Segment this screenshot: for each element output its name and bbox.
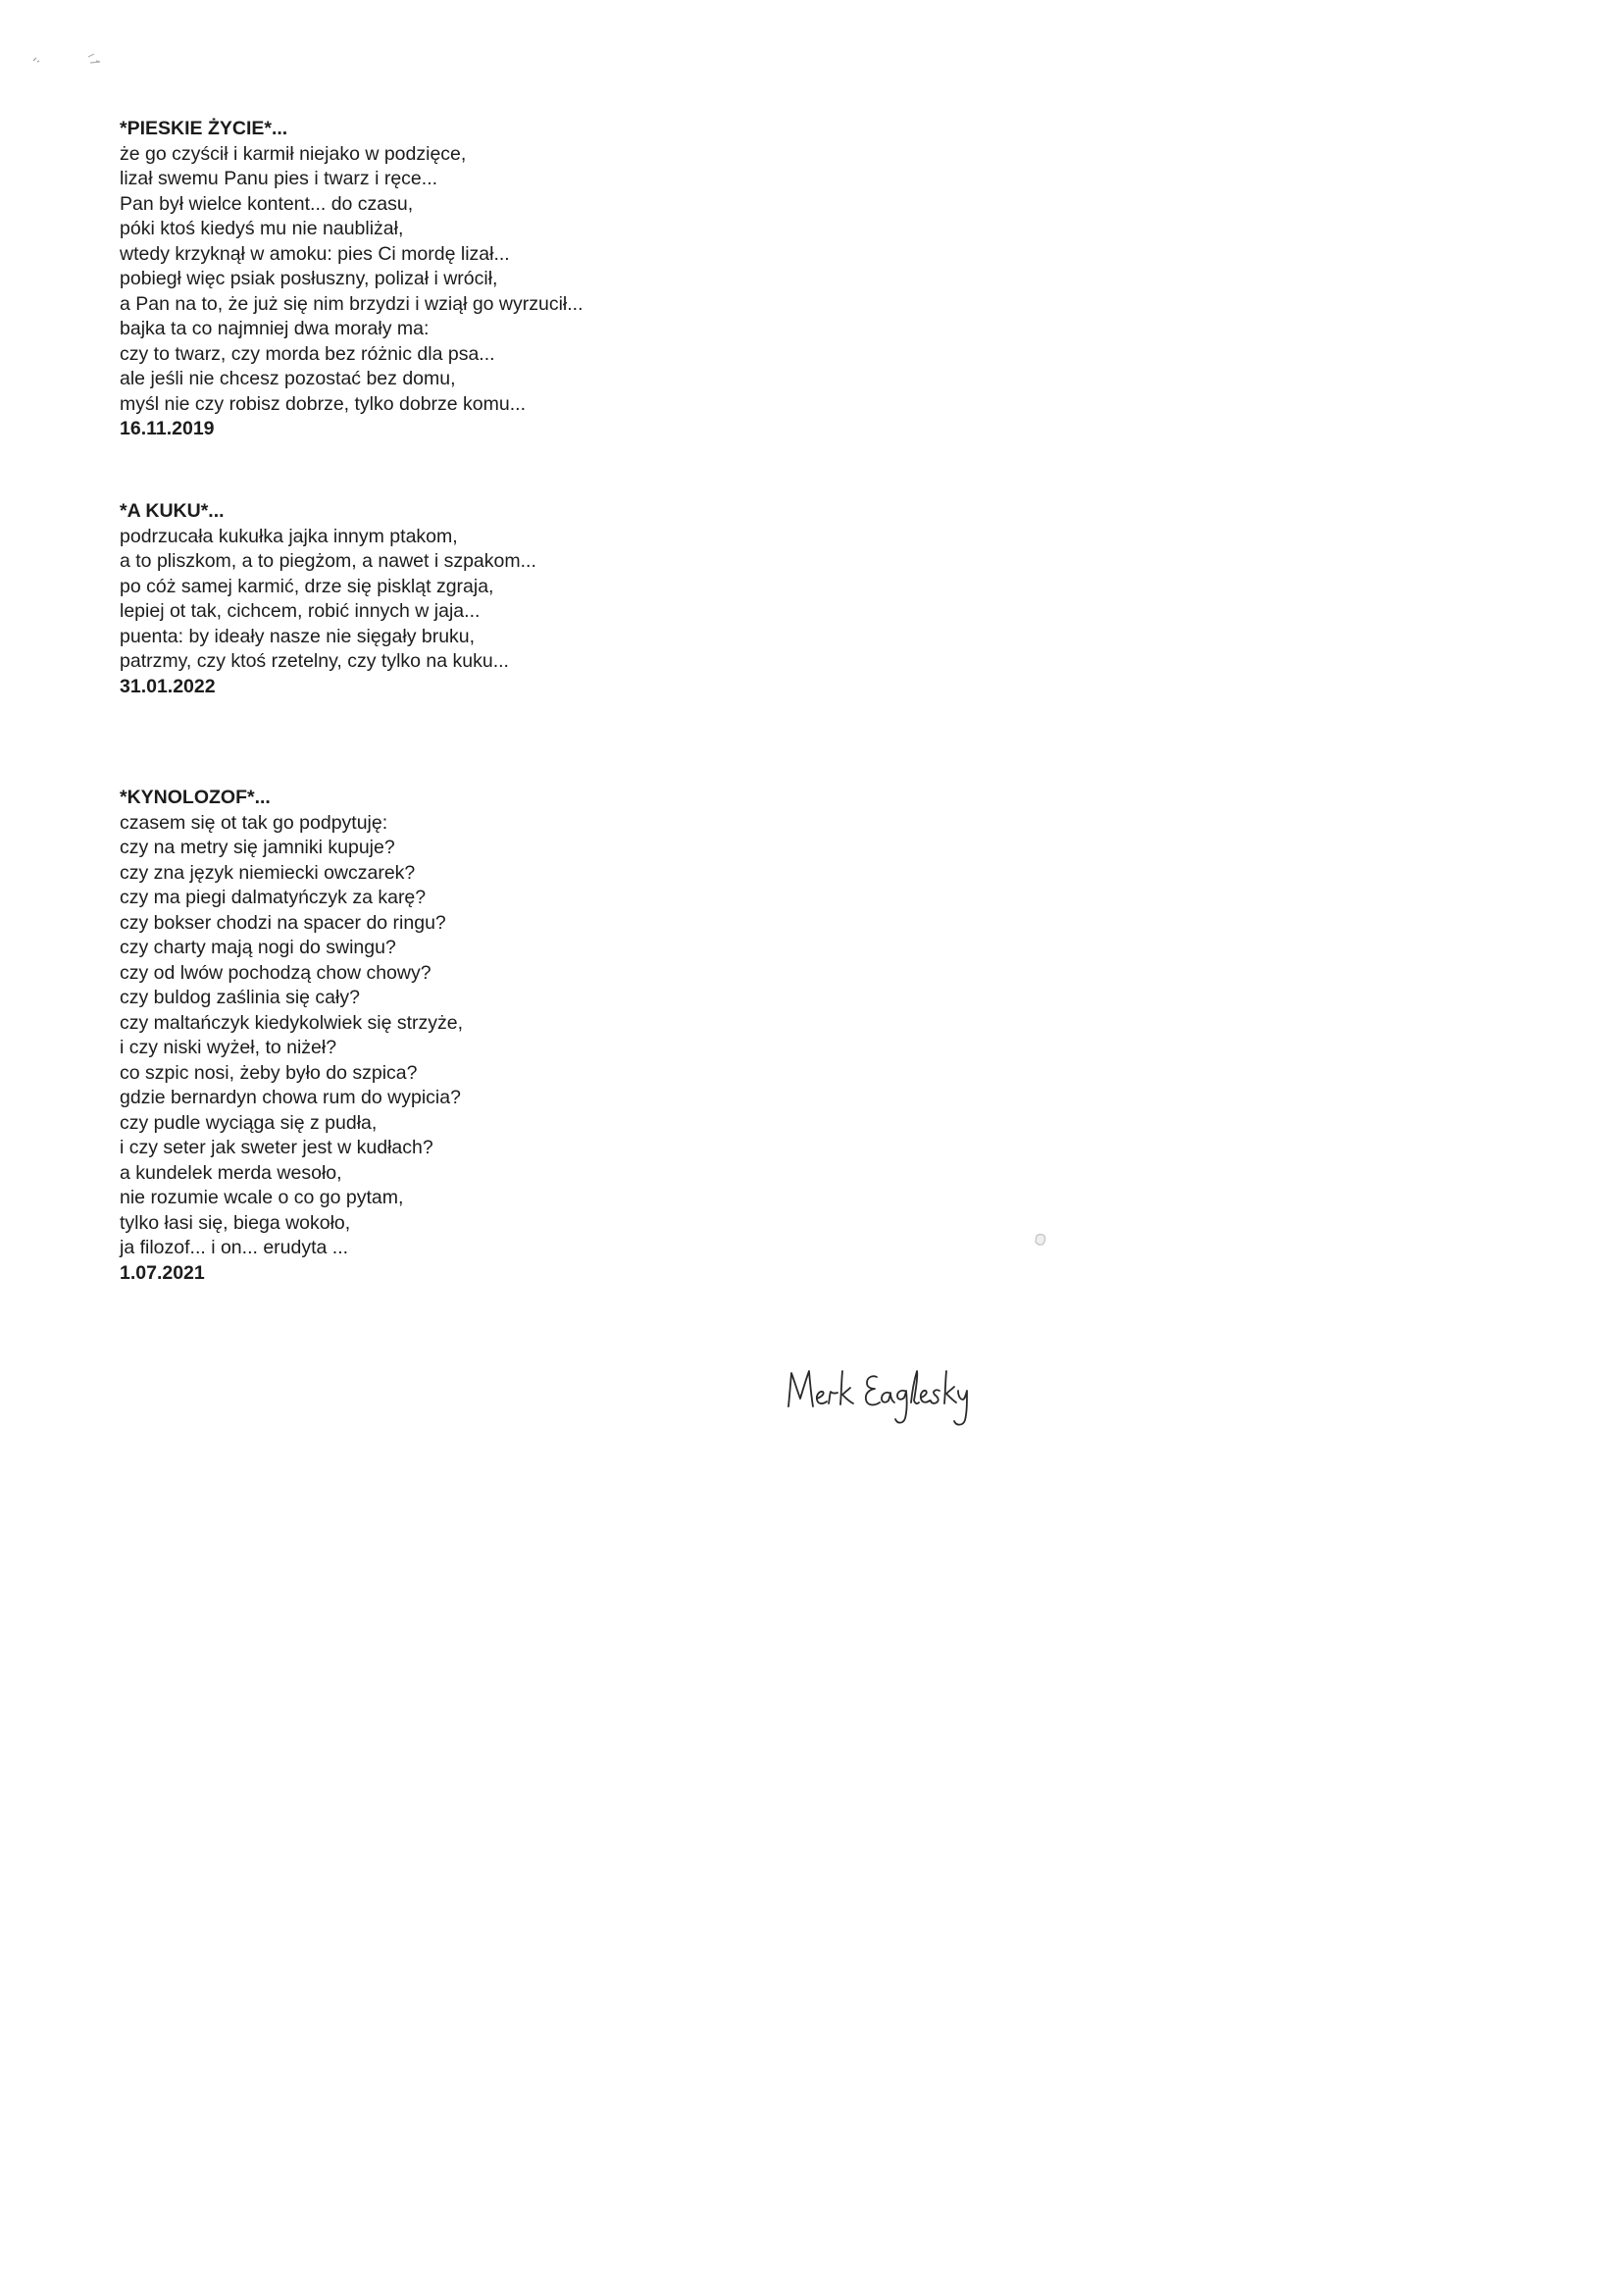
poem-line: a kundelek merda wesoło, xyxy=(120,1161,342,1184)
poem-title: *PIESKIE ŻYCIE*... xyxy=(120,118,288,139)
poem-line: czy maltańczyk kiedykolwiek się strzyże, xyxy=(120,1011,464,1034)
poem-line: tylko łasi się, biega wokoło, xyxy=(120,1211,351,1234)
poem-line: myśl nie czy robisz dobrze, tylko dobrze komu... xyxy=(120,392,526,415)
poem-line: i czy niski wyżeł, to niżeł? xyxy=(120,1037,337,1058)
poem-line: a Pan na to, że już się nim brzydzi i wziął go wyrzucił... xyxy=(120,292,584,315)
poem-line: puenta: by ideały nasze nie sięgały bruku, xyxy=(120,625,476,647)
poem-line: ale jeśli nie chcesz pozostać bez domu, xyxy=(120,368,456,389)
poem-title: *KYNOLOZOF*... xyxy=(120,787,271,808)
poem-line: czy charty mają nogi do swingu? xyxy=(120,937,396,958)
poem-line: czy to twarz, czy morda bez różnic dla psa... xyxy=(120,342,495,365)
poem-line: czy na metry się jamniki kupuje? xyxy=(120,837,395,858)
poem-line: czasem się ot tak go podpytuję: xyxy=(120,811,388,834)
scan-artifact-right xyxy=(1032,1228,1051,1251)
poem-line: czy bokser chodzi na spacer do ringu? xyxy=(120,911,446,934)
poem-line: nie rozumie wcale o co go pytam, xyxy=(120,1187,404,1208)
poem xyxy=(120,499,536,699)
poem-line: że go czyścił i karmił niejako w podzięce, xyxy=(120,142,467,165)
poem-line: pobiegł więc psiak posłuszny, polizał i wrócił, xyxy=(120,268,498,289)
poem-line: Pan był wielce kontent... do czasu, xyxy=(120,192,414,215)
poem-line: a to pliszkom, a to piegżom, a nawet i szpakom... xyxy=(120,550,536,572)
scan-artifact-top-left xyxy=(27,47,116,71)
poem-line: czy zna język niemiecki owczarek? xyxy=(120,861,416,884)
poem-line: czy od lwów pochodzą chow chowy? xyxy=(120,961,431,984)
poem-line: czy ma piegi dalmatyńczyk za karę? xyxy=(120,887,427,908)
poem-line: lizał swemu Panu pies i twarz i ręce... xyxy=(120,168,438,189)
poem-line: lepiej ot tak, cichcem, robić innych w jaja... xyxy=(120,600,481,622)
poem-title: *A KUKU*... xyxy=(120,500,225,522)
poem-line: gdzie bernardyn chowa rum do wypicia? xyxy=(120,1087,461,1108)
poem-date: 16.11.2019 xyxy=(120,418,215,439)
poem-line: ja filozof... i on... erudyta ... xyxy=(120,1237,349,1258)
poem-line: wtedy krzyknął w amoku: pies Ci mordę lizał... xyxy=(120,242,510,265)
poem-date: 31.01.2022 xyxy=(120,675,216,697)
poem xyxy=(120,117,584,442)
poem-line: czy pudle wyciąga się z pudła, xyxy=(120,1111,378,1134)
handwritten-signature xyxy=(783,1361,974,1430)
signature-ink xyxy=(788,1371,967,1425)
poem-line: czy buldog zaślinia się cały? xyxy=(120,987,360,1008)
poem-line: póki ktoś kiedyś mu nie naubliżał, xyxy=(120,218,404,239)
poem-line: co szpic nosi, żeby było do szpica? xyxy=(120,1061,418,1084)
poem-line: i czy seter jak sweter jest w kudłach? xyxy=(120,1137,433,1158)
poem-line: podrzucała kukułka jajka innym ptakom, xyxy=(120,525,458,547)
poem-line: bajka ta co najmniej dwa morały ma: xyxy=(120,318,430,339)
poem-date: 1.07.2021 xyxy=(120,1261,205,1284)
poem-line: patrzmy, czy ktoś rzetelny, czy tylko na kuku... xyxy=(120,650,509,672)
document-page xyxy=(0,0,1082,1529)
poem-line: po cóż samej karmić, drze się piskląt zgraja, xyxy=(120,575,494,597)
poem xyxy=(120,786,463,1286)
